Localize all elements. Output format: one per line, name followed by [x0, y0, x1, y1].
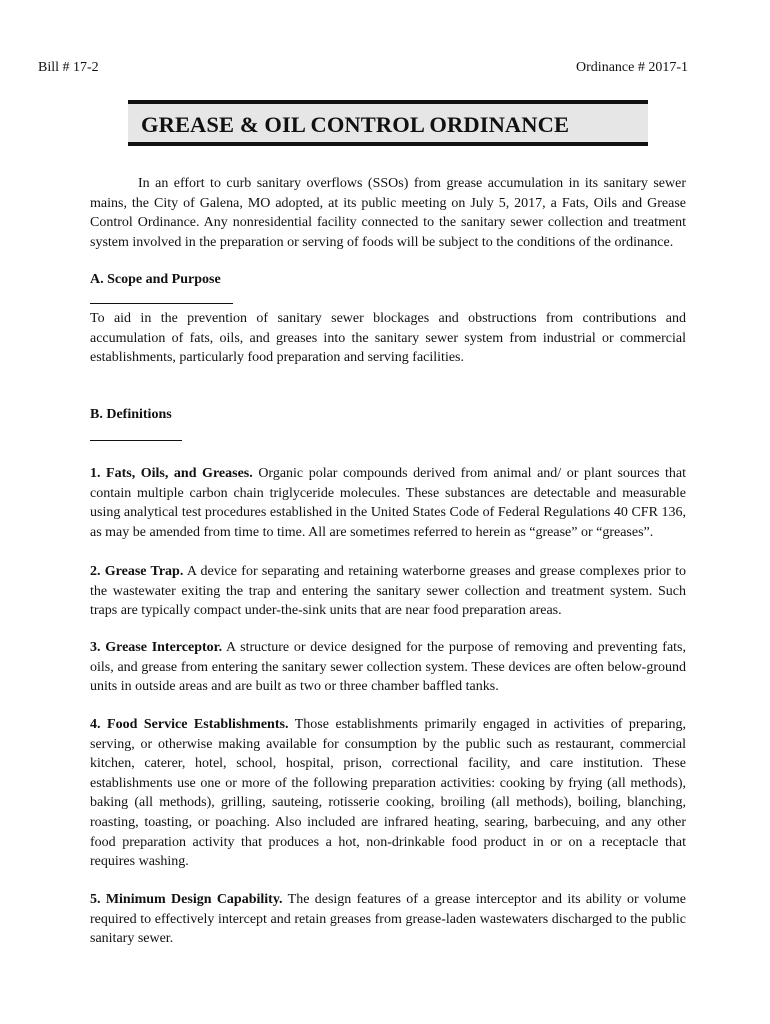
intro-section — [90, 174, 686, 252]
section-b-heading: B. Definitions — [90, 407, 172, 422]
ordinance-number: Ordinance # 2017-1 — [576, 60, 688, 75]
definition-item — [90, 562, 686, 621]
definition-text: A device for separating and retaining waterborne greases and grease complexes prior to the wastewater exiting the trap and entering the sanitary sewer collection and treatment system. Such traps are typically compact under-the-sink units that are near food preparation areas. — [90, 564, 686, 619]
definition-term: 1. Fats, Oils, and Greases. — [90, 466, 253, 481]
definition-text: Organic polar compounds derived from animal and/ or plant sources that contain multiple carbon chain triglyceride molecules. These substances are detectable and measurable using analytical test procedures established in the United States Code of Federal Regulations 40 CFR 136, as may be amended from time to time. All are sometimes referred to herein as “grease” or “greases”. — [90, 466, 687, 540]
definition-item — [90, 638, 686, 697]
definition-text: A structure or device designed for the purpose of removing and preventing fats, oils, and grease from entering the sanitary sewer collection system. These devices are often below-ground units in outside areas and are built as two or three chamber baffled tanks. — [90, 640, 686, 695]
definition-term: 2. Grease Trap. — [90, 564, 184, 579]
section-b-underline — [90, 440, 182, 441]
definition-text: The design features of a grease interceptor and its ability or volume required to effectively intercept and retain greases from grease-laden wastewaters discharged to the public sanitary sewer. — [90, 892, 686, 947]
intro-paragraph: In an effort to curb sanitary overflows (SSOs) from grease accumulation in its sanitary sewer mains, the City of Galena, MO adopted, at its public meeting on July 5, 2017, a Fats, Oils and Grease Control Ordinance. Any nonresidential facility connected to the sanitary sewer collection and treatment system involved in the preparation or serving of foods will be subject to the conditions of the ordinance. — [90, 176, 686, 250]
definition-term: 3. Grease Interceptor. — [90, 640, 223, 655]
definition-term: 4. Food Service Establishments. — [90, 717, 289, 732]
definition-text: Those establishments primarily engaged in activities of preparing, serving, or otherwise making available for consumption by the public such as restaurant, commercial kitchen, caterer, hotel, school, hospital, prison, correctional facility, and care institution. These establishments use one or more of the following preparation activities: cooking by frying (all methods), baking (all methods), grilling, sauteing, rotisserie cooking, broiling (all methods), boiling, blanching, roasting, toasting, or poaching. Also included are infrared heating, searing, barbecuing, and any other food preparation activity that produces a hot, non-drinkable food product in or on a receptacle that requires washing. — [90, 717, 687, 870]
section-a-underline — [90, 303, 233, 304]
scope-paragraph: To aid in the prevention of sanitary sewer blockages and obstructions from contributions and accumulation of fats, oils, and greases into the sanitary sewer system from industrial or commercial establishments, particularly food preparation and serving facilities. — [90, 311, 686, 366]
definition-item — [90, 464, 686, 542]
section-a-body — [90, 309, 686, 368]
definition-item — [90, 890, 686, 949]
section-a-heading: A. Scope and Purpose — [90, 272, 221, 287]
definition-term: 5. Minimum Design Capability. — [90, 892, 283, 907]
title-banner — [128, 100, 648, 146]
document-title: GREASE & OIL CONTROL ORDINANCE — [141, 112, 570, 137]
definition-item — [90, 715, 686, 872]
bill-number: Bill # 17-2 — [38, 60, 99, 75]
